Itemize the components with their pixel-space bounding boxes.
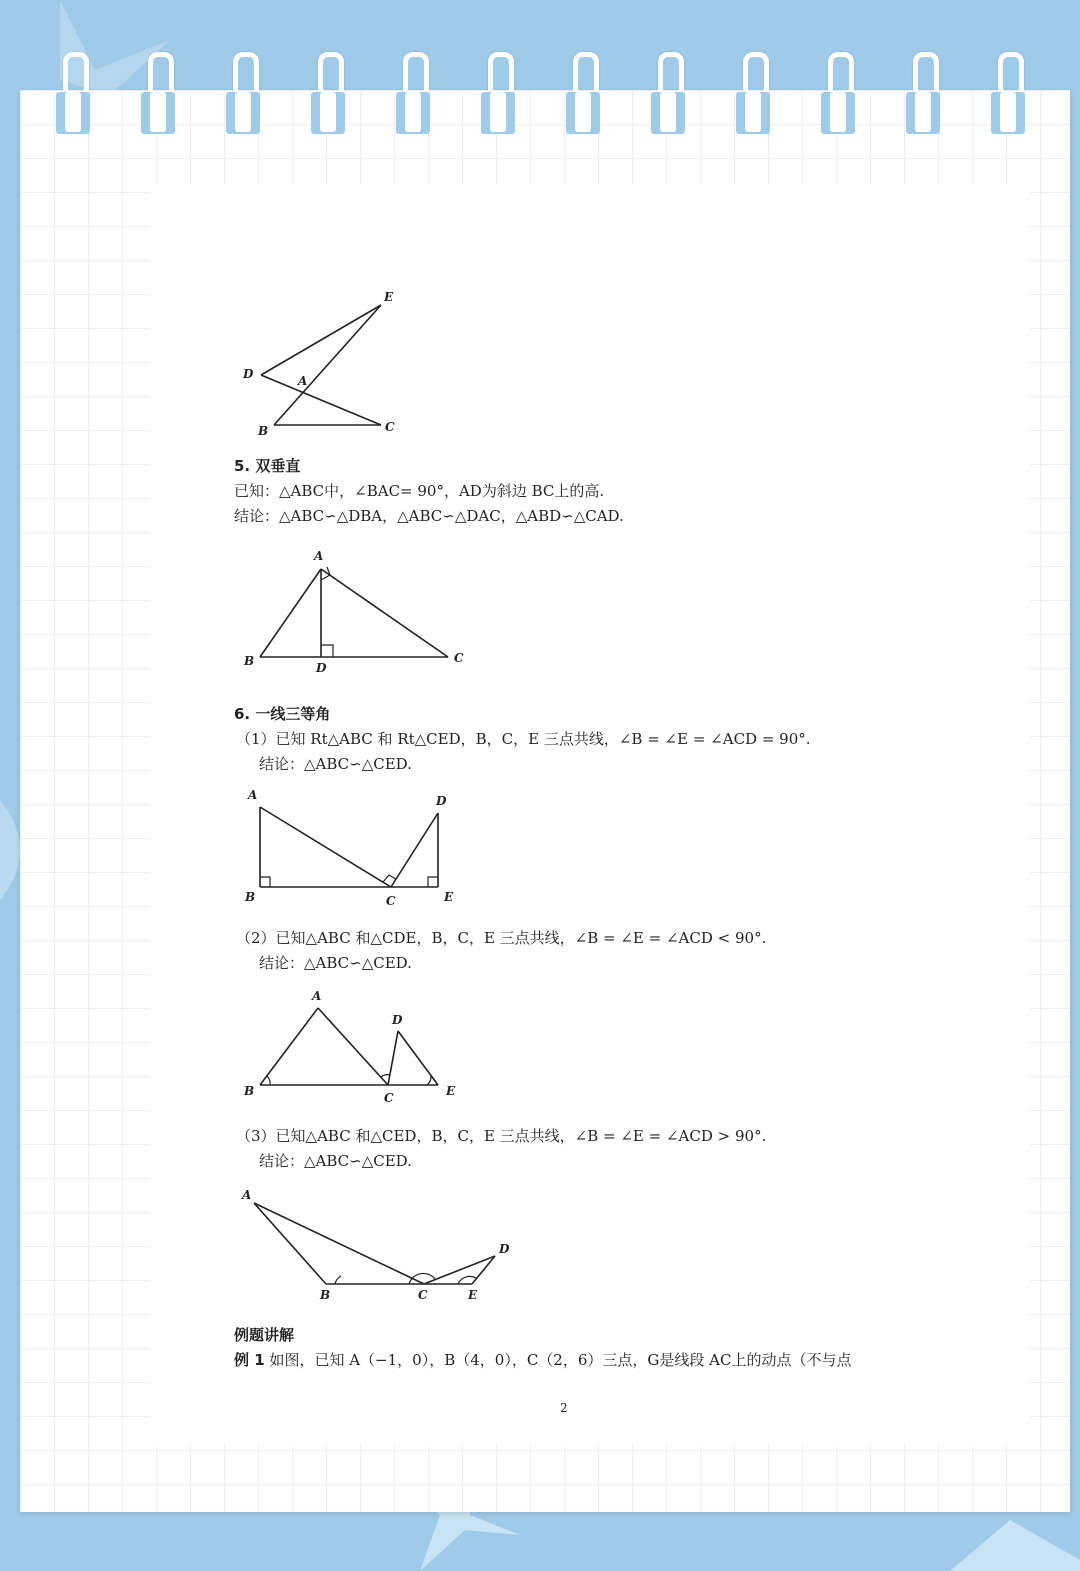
label-D: D [316,661,327,675]
label-C: C [386,894,396,908]
label-A: A [314,549,324,563]
label-E: E [444,890,454,904]
examples-heading: 例题讲解 [234,1326,295,1344]
section-6-case2-conclusion: 结论：△ABC∽△CED. [259,954,412,972]
figure-obtuse-case [236,1185,526,1310]
label-E: E [446,1084,456,1098]
label-C: C [384,1091,394,1105]
section-6-case3-given: （3）已知△ABC 和△CED，B，C，E 三点共线，∠B = ∠E = ∠ACD > 90°. [236,1127,767,1145]
section-6-case3-conclusion: 结论：△ABC∽△CED. [259,1152,412,1170]
label-C: C [418,1288,428,1302]
label-D: D [436,794,447,808]
example-1-text: 如图，已知 A（−1，0），B（4，0），C（2，6）三点，G是线段 AC上的动点（不与点 [269,1351,852,1369]
figure-acute-case [236,985,466,1110]
label-A: A [242,1188,252,1202]
figure-three-right-angles [236,785,466,910]
label-D: D [243,367,254,381]
section-5-heading: 5. 双垂直 [234,457,301,475]
label-D: D [392,1013,403,1027]
figure-altitude-triangle [236,545,476,680]
label-A: A [248,788,258,802]
label-B: B [245,890,256,904]
page-number: 2 [560,1401,568,1415]
example-1-label: 例 1 [234,1351,265,1369]
label-B: B [244,1084,255,1098]
label-A: A [312,989,322,1003]
section-6-case1-given: （1）已知 Rt△ABC 和 Rt△CED，B，C，E 三点共线，∠B = ∠E = ∠ACD = 90°. [236,730,811,748]
label-C: C [385,420,395,434]
section-6-case2-given: （2）已知△ABC 和△CDE，B，C，E 三点共线，∠B = ∠E = ∠ACD < 90°. [236,929,767,947]
figure-crossed-triangles [236,285,416,440]
label-A: A [298,374,308,388]
label-B: B [320,1288,331,1302]
example-1 [234,1350,851,1370]
label-E: E [468,1288,478,1302]
label-B: B [258,424,269,438]
label-D: D [499,1242,510,1256]
section-6-case1-conclusion: 结论：△ABC∽△CED. [259,755,412,773]
label-B: B [244,654,255,668]
section-6-heading: 6. 一线三等角 [234,705,331,723]
section-5-conclusion: 结论：△ABC∽△DBA，△ABC∽△DAC，△ABD∽△CAD. [234,507,624,525]
label-C: C [454,651,464,665]
label-E: E [384,290,394,304]
section-5-given: 已知：△ABC中，∠BAC= 90°，AD为斜边 BC上的高. [234,482,605,500]
